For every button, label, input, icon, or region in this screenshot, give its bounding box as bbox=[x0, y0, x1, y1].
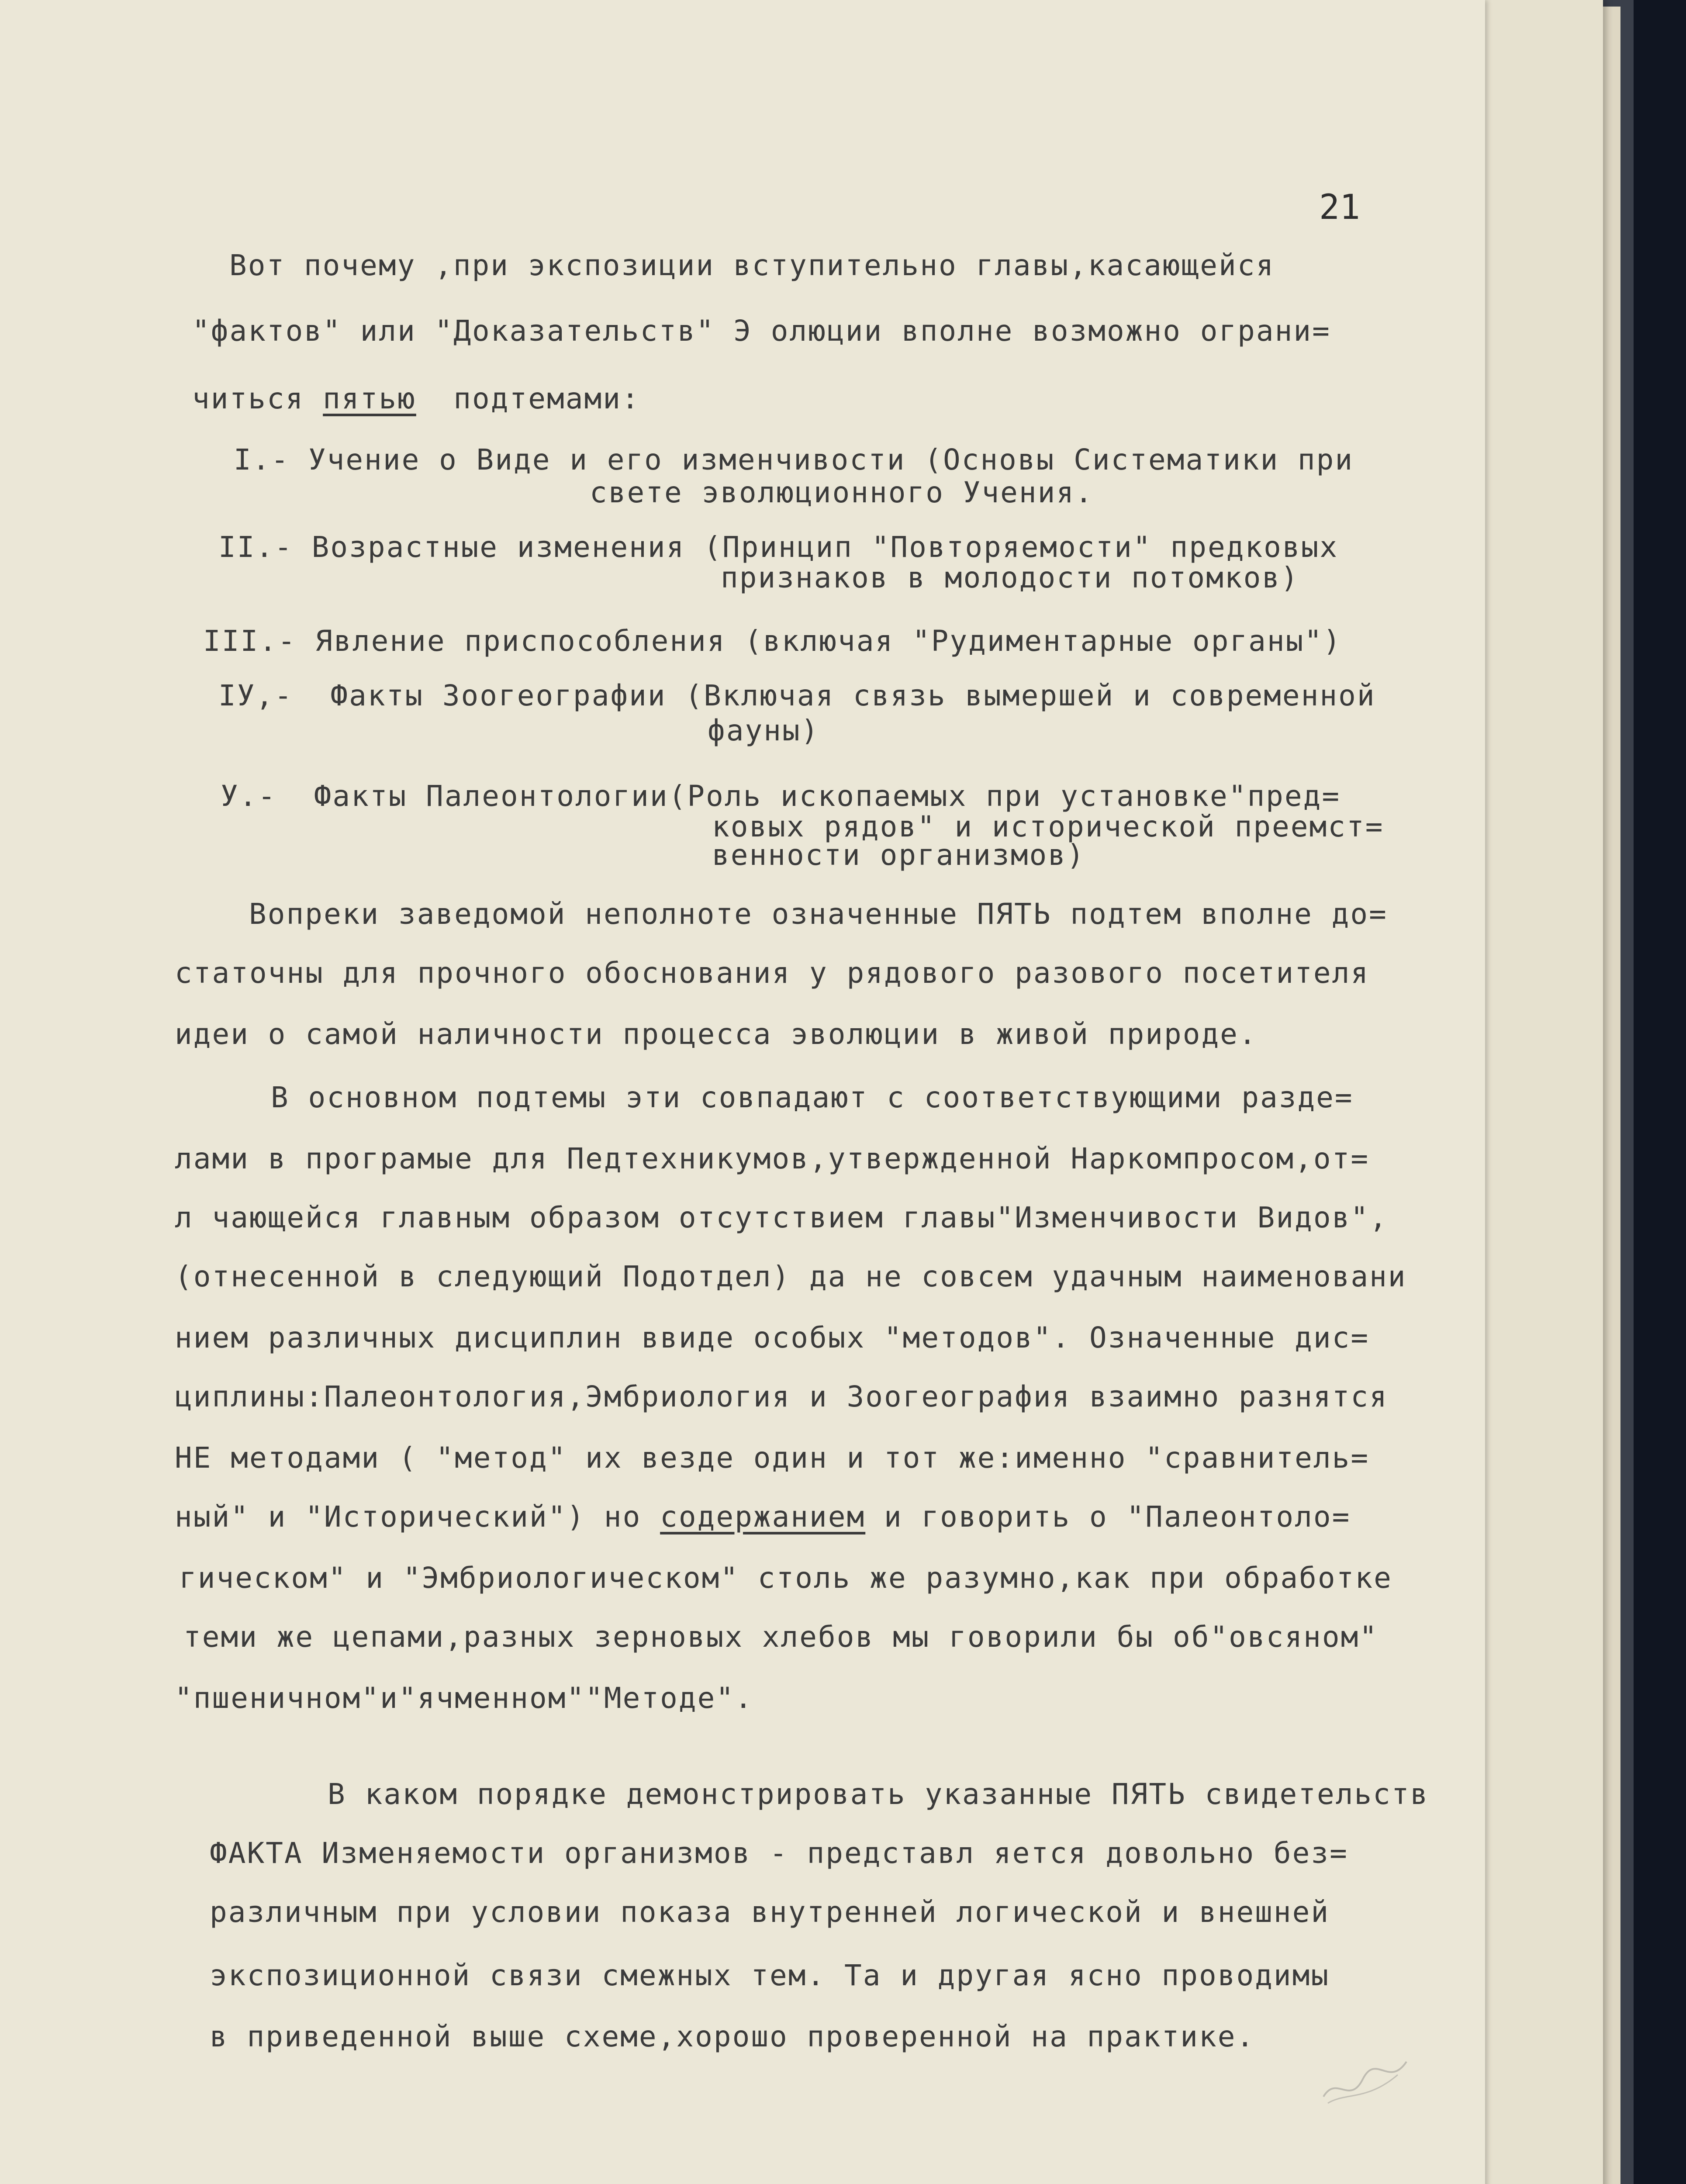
text-segment: подтемами: bbox=[416, 382, 640, 415]
list-item-4: IУ,- Факты Зоогеографии (Включая связь вымершей и современной bbox=[218, 679, 1376, 712]
text-line: экспозиционной связи смежных тем. Та и другая ясно проводимы bbox=[210, 1959, 1330, 1992]
list-item-5: У.- Факты Палеонтологии(Роль ископаемых при установке"пред= bbox=[221, 779, 1341, 813]
text-line: В каком порядке демонстрировать указанные ПЯТЬ свидетельств bbox=[328, 1777, 1429, 1811]
text-line: ФАКТА Изменяемости организмов - представл яется довольно без= bbox=[210, 1836, 1348, 1870]
text-line: "фактов" или "Доказательств" Э олюции вполне возможно ограни= bbox=[192, 314, 1331, 348]
binder-edge bbox=[1634, 0, 1686, 2184]
text-line: "пшеничном"и"ячменном""Методе". bbox=[175, 1681, 753, 1715]
text-line: Вот почему ,при экспозиции вступительно главы,касающейся bbox=[229, 249, 1275, 282]
text-line: (отнесенной в следующий Подотдел) да не совсем удачным наименовани bbox=[175, 1260, 1407, 1293]
text-line: Вопреки заведомой неполноте означенные ПЯТЬ подтем вполне до= bbox=[249, 897, 1388, 931]
text-line: в приведенной выше схеме,хорошо проверенной на практике. bbox=[210, 2020, 1255, 2053]
text-line: теми же цепами,разных зерновых хлебов мы говорили бы об"овсяном" bbox=[183, 1620, 1379, 1654]
text-line: лами в програмые для Педтехникумов,утвержденной Наркомпросом,от= bbox=[175, 1142, 1370, 1175]
underlined-word: пятью bbox=[323, 382, 416, 415]
text-line: идеи о самой наличности процесса эволюции в живой природе. bbox=[175, 1017, 1258, 1051]
list-item-2: II.- Возрастные изменения (Принцип "Повторяемости" предковых bbox=[218, 530, 1339, 564]
list-item-1: I.- Учение о Виде и его изменчивости (Основы Систематики при bbox=[234, 443, 1354, 477]
text-segment: и говорить о "Палеонтоло= bbox=[865, 1500, 1351, 1534]
text-segment: ный" и "Исторический") но bbox=[175, 1500, 660, 1534]
faint-archive-mark bbox=[1319, 2049, 1415, 2110]
text-line: различным при условии показа внутренней логической и внешней bbox=[210, 1895, 1330, 1929]
text-line: статочны для прочного обоснования у рядового разового посетителя bbox=[175, 956, 1370, 990]
text-line: нием различных дисциплин ввиде особых "методов". Означенные дис= bbox=[175, 1321, 1370, 1355]
page-number: 21 bbox=[1319, 188, 1360, 227]
text-line: гическом" и "Эмбриологическом" столь же разумно,как при обработке bbox=[179, 1561, 1392, 1595]
list-item-3: III.- Явление приспособления (включая "Рудиментарные органы") bbox=[203, 624, 1342, 658]
text-line bbox=[175, 1500, 1351, 1534]
text-line: л чающейся главным образом отсутствием главы"Изменчивости Видов", bbox=[175, 1201, 1388, 1234]
text-line: В основном подтемы эти совпадают с соответствующими разде= bbox=[271, 1081, 1354, 1114]
text-line: НЕ методами ( "метод" их везде один и тот же:именно "сравнитель= bbox=[175, 1441, 1370, 1475]
text-segment: читься bbox=[192, 382, 323, 415]
list-item-5-cont: ковых рядов" и исторической преемст= bbox=[712, 810, 1384, 843]
text-line bbox=[192, 384, 640, 413]
list-item-2-cont: признаков в молодости потомков) bbox=[721, 561, 1299, 594]
text-line: циплины:Палеонтология,Эмбриология и Зоогеография взаимно разнятся bbox=[175, 1380, 1388, 1413]
underlined-word: содержанием bbox=[660, 1500, 866, 1534]
list-item-5-cont: венности организмов) bbox=[712, 838, 1085, 872]
list-item-1-cont: свете эволюционного Учения. bbox=[590, 476, 1094, 509]
list-item-4-cont: фауны) bbox=[708, 714, 820, 747]
